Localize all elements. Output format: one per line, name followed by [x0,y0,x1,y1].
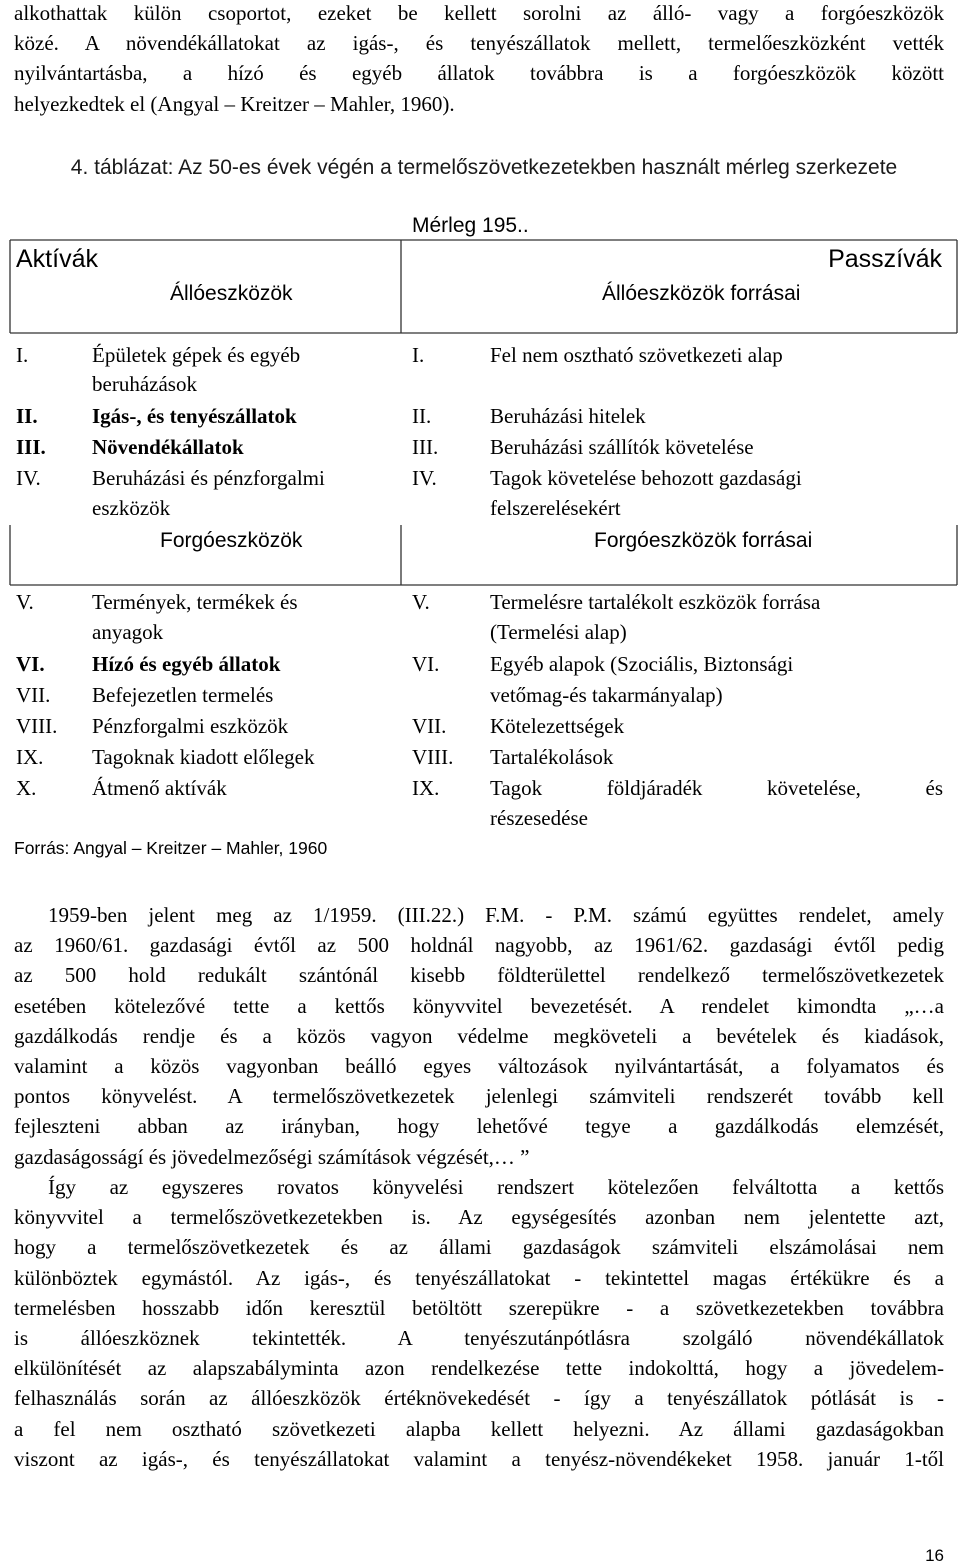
body-paragraph-2 [14,1172,944,1474]
fixed-asset-num: II. [16,404,38,428]
current-asset-label: Tagoknak kiadott előlegek [92,745,315,769]
intro-line: alkothattak külön csoportot, ezeket be kellett sorolni az álló- vagy a forgóeszközök [14,1,944,25]
current-source-label: Kötelezettségek [490,714,625,738]
table-source: Forrás: Angyal – Kreitzer – Mahler, 1960 [14,838,328,858]
fixed-source-num: II. [412,404,432,428]
current-source-num: IX. [412,776,440,800]
current-sources-header: Forgóeszközök forrásai [594,529,813,552]
body-line: hogy a termelőszövetkezetek és az állami gazdaságok számviteli elszámolásai nem [14,1235,944,1260]
fixed-asset-label: Igás-, és tenyészállatok [92,404,297,428]
fixed-source-label: felszerelésekért [490,496,621,520]
current-source-label: vetőmag-és takarmányalap) [490,683,723,707]
body-line: a fel nem osztható szövetkezeti alapba kellett helyezni. Az állami gazdaságokban [14,1416,944,1441]
current-asset-num: X. [16,776,37,800]
body-line: az 1960/61. gazdasági évtől az 500 holdnál nagyobb, az 1961/62. gazdasági évtől pedig [14,933,944,958]
page-number: 16 [925,1546,944,1565]
fixed-source-label: Fel nem osztható szövetkezeti alap [490,343,783,367]
current-asset-label: Befejezetlen termelés [92,683,274,707]
fixed-asset-label: Épületek gépek és egyéb [92,343,301,367]
fixed-sources-header: Állóeszközök forrásai [602,282,801,305]
body-line: gazdaságosságí és jövedelmezőségi számítások végzését,… ” [14,1144,530,1169]
body-line: is állóeszköznek tekintették. A tenyészutánpótlásra szolgáló növendékállatok [14,1325,944,1350]
fixed-source-num: III. [412,435,439,459]
current-asset-label: Pénzforgalmi eszközök [92,714,289,738]
current-source-label: (Termelési alap) [490,620,627,644]
fixed-assets-header: Állóeszközök [170,282,293,305]
current-source-num: VIII. [412,745,454,769]
current-source-num: VI. [412,652,440,676]
fixed-source-num: I. [412,343,425,367]
body-line: elkülönítését az alapszabályminta azon rendelkezése tette indokolttá, hogy a jövedelem- [14,1356,944,1381]
fixed-source-num: IV. [412,466,437,490]
body-line: könyvvitel a termelőszövetkezetekben is. Az egységesítés azonban nem jelentette azt, [14,1205,944,1230]
body-line: különböztek egymástól. Az igás-, és tenyészállatokat - tekintettel magas értékükre és a [14,1265,944,1290]
body-line: Így az egyszeres rovatos könyvelési rendszert kötelezően felváltotta a kettős [48,1175,944,1199]
current-source-num: VII. [412,714,447,738]
current-source-num: V. [412,590,430,614]
body-line: pontos könyvelést. A termelőszövetkezetek jelenlegi számviteli rendszerét tovább kell [14,1084,944,1109]
current-asset-label: anyagok [92,620,164,644]
current-source-label: Egyéb alapok (Szociális, Biztonsági [490,652,794,676]
current-asset-num: VIII. [16,714,58,738]
intro-line: helyezkedtek el (Angyal – Kreitzer – Mahler, 1960). [14,91,455,116]
fixed-source-label: Beruházási szállítók követelése [490,435,754,459]
fixed-asset-num: III. [16,435,46,459]
current-asset-label: Termények, termékek és [92,590,298,614]
fixed-source-label: Tagok követelése behozott gazdasági [490,466,802,490]
current-asset-num: VII. [16,683,51,707]
table-caption: 4. táblázat: Az 50-es évek végén a termelőszövetkezetekben használt mérleg szerkezete [70,156,898,179]
body-line: fejleszteni abban az irányban, hogy lehetővé tegye a gazdálkodás elemzését, [14,1114,944,1139]
body-line: gazdálkodás rendje és a közös vagyon védelme megköveteli a bevételek és kiadások, [14,1023,944,1048]
fixed-asset-label: Növendékállatok [92,435,244,459]
fixed-source-label: Beruházási hitelek [490,404,646,428]
assets-header: Aktívák [16,245,98,273]
body-line: termelésben hosszabb időn keresztül betöltött szerepükre - a szövetkezetekben továbbra [14,1295,944,1320]
current-assets-header: Forgóeszközök [160,529,303,552]
current-asset-label: Átmenő aktívák [92,776,227,800]
current-asset-num: V. [16,590,34,614]
body-line: felhasználás során az állóeszközök értéknövekedését - így a tenyészállatok pótlását is - [14,1386,944,1411]
fixed-asset-label: eszközök [92,496,171,520]
current-asset-num: IX. [16,745,44,769]
liabilities-header: Passzívák [828,245,942,273]
current-source-label: Tagok földjáradék követelése, és [490,776,943,800]
body-line: viszont az igás-, és tenyészállatokat valamint a tenyész-növendékeket 1958. január 1-től [14,1446,944,1471]
current-source-label: Tartalékolások [490,745,614,769]
fixed-asset-label: Beruházási és pénzforgalmi [92,466,325,490]
current-asset-num: VI. [16,652,45,676]
fixed-asset-num: I. [16,343,29,367]
body-paragraph-1 [14,900,944,1172]
current-source-label: Termelésre tartalékolt eszközök forrása [490,590,821,614]
body-line: az 500 hold redukált szántónál kisebb földterülettel rendelkező termelőszövetkezetek [14,963,944,988]
body-line: 1959-ben jelent meg az 1/1959. (III.22.) F.M. - P.M. számú együttes rendelet, amely [48,903,944,927]
current-source-label: részesedése [490,806,588,830]
intro-line: közé. A növendékállatokat az igás-, és tenyészállatok mellett, termelőeszközként vették [14,31,944,56]
body-line: esetében kötelezővé tette a kettős könyvvitel bevezetését. A rendelet kimondta „…a [14,993,944,1018]
body-line: valamint a közös vagyonban beálló egyes változások nyilvántartását, a folyamatos és [14,1053,944,1078]
intro-line: nyilvántartásba, a hízó és egyéb állatok továbbra is a forgóeszközök között [14,61,944,86]
fixed-asset-num: IV. [16,466,41,490]
fixed-asset-label: beruházások [92,372,197,396]
current-asset-label: Hízó és egyéb állatok [92,652,281,676]
balance-title: Mérleg 195.. [412,214,529,237]
